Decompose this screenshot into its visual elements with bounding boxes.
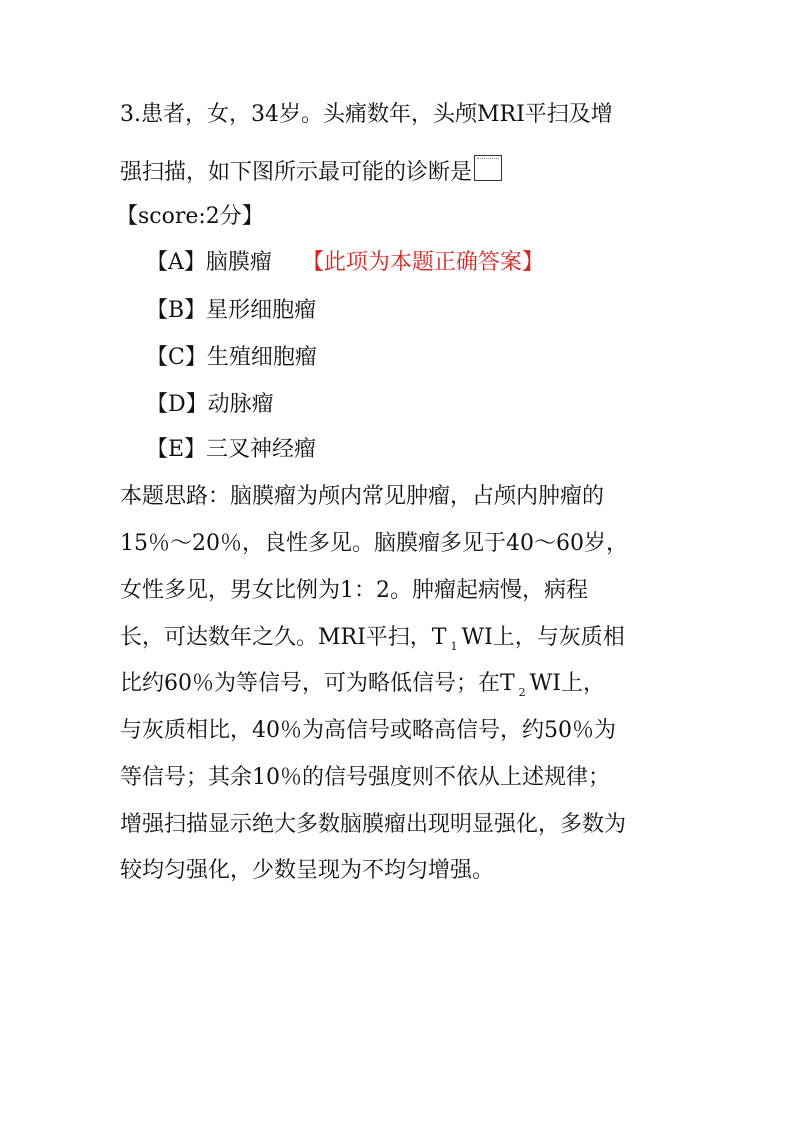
explanation-line-4 — [120, 625, 625, 654]
option-a[interactable] — [146, 250, 544, 276]
question-line-1: 3.患者，女，34岁。头痛数年，头颅MRI平扫及增 — [120, 102, 613, 127]
mri-image-placeholder[interactable] — [474, 155, 502, 181]
explanation-line-5-b: WI上， — [529, 671, 605, 696]
explanation-line-2: 15％～20％，良性多见。脑膜瘤多见于40～60岁， — [120, 531, 628, 556]
option-e[interactable]: 【E】三叉神经瘤 — [146, 437, 317, 462]
explanation-line-5-a: 比约60％为等信号，可为略低信号；在T — [120, 671, 515, 696]
explanation-line-6: 与灰质相比，40％为高信号或略高信号，约50％为 — [120, 718, 616, 743]
option-d[interactable]: 【D】动脉瘤 — [146, 392, 274, 417]
explanation-line-9: 较均匀强化，少数呈现为不均匀增强。 — [120, 858, 495, 883]
explanation-line-5 — [120, 671, 605, 700]
question-line-2 — [120, 155, 502, 186]
subscript-1: 1 — [450, 640, 458, 653]
subscript-2: 2 — [518, 686, 526, 699]
question-line-2-text: 强扫描，如下图所示最可能的诊断是 — [120, 160, 473, 185]
score-label: 【score:2分】 — [116, 204, 264, 229]
explanation-line-7: 等信号；其余10％的信号强度则不依从上述规律； — [120, 765, 610, 790]
correct-answer-note: 【此项为本题正确答案】 — [301, 250, 544, 275]
option-c[interactable]: 【C】生殖细胞瘤 — [146, 345, 317, 370]
option-a-label: 【A】脑膜瘤 — [146, 250, 272, 275]
explanation-line-1: 本题思路：脑膜瘤为颅内常见肿瘤，占颅内肿瘤的 — [120, 484, 605, 509]
option-b[interactable]: 【B】星形细胞瘤 — [146, 298, 317, 323]
explanation-line-8: 增强扫描显示绝大多数脑膜瘤出现明显强化，多数为 — [120, 812, 627, 837]
explanation-line-4-b: WI上，与灰质相 — [461, 625, 625, 650]
explanation-line-4-a: 长，可达数年之久。MRI平扫，T — [120, 625, 447, 650]
explanation-line-3: 女性多见，男女比例为1：2。肿瘤起病慢，病程 — [120, 578, 588, 603]
image-thumbnail-mark — [477, 158, 499, 162]
